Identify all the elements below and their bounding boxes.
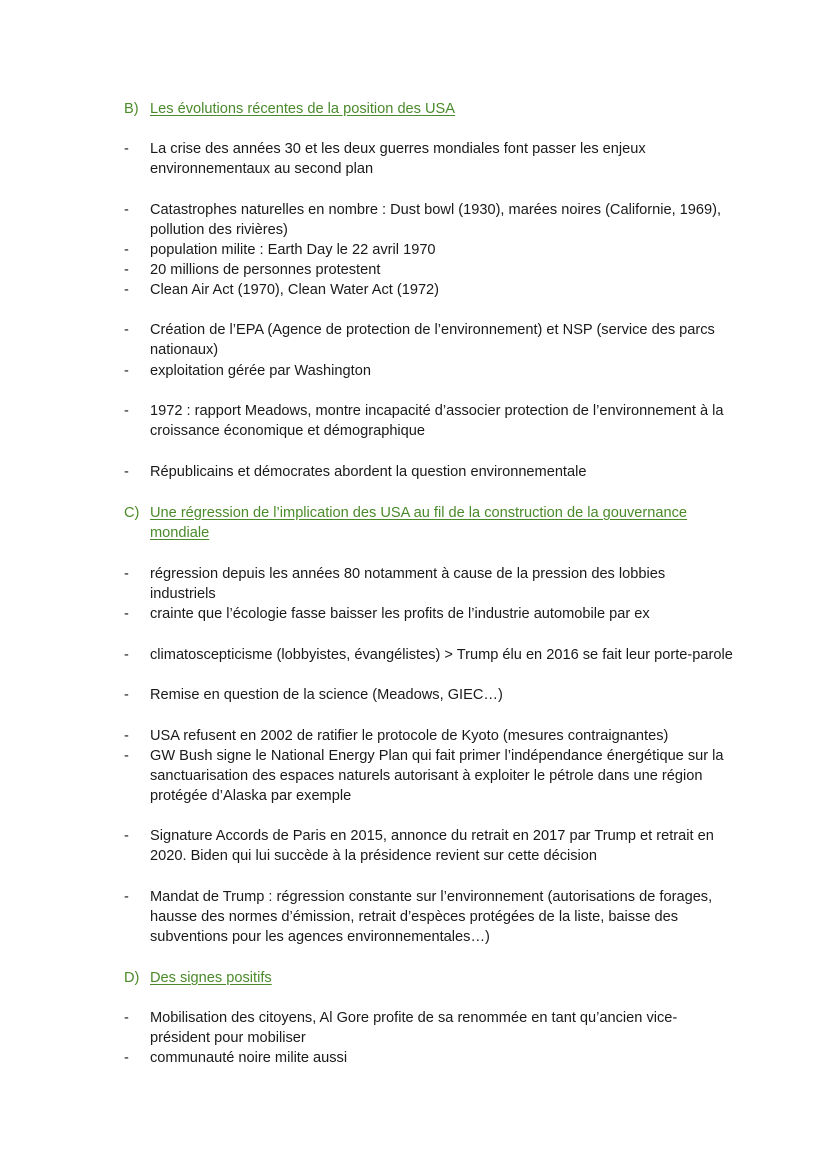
- list-item-text: Mobilisation des citoyens, Al Gore profite de sa renommée en tant qu’ancien vice-président pour mobiliser: [150, 1010, 678, 1046]
- section-letter: D): [124, 970, 140, 986]
- bullet-dash: -: [124, 363, 129, 379]
- section-letter: C): [124, 505, 140, 521]
- section-heading-d: [124, 968, 744, 988]
- list-item: [124, 604, 734, 624]
- list-item-text: Signature Accords de Paris en 2015, annonce du retrait en 2017 par Trump et retrait en 2020. Biden qui lui succède à la présidence revient sur cette décision: [150, 828, 714, 864]
- list-item: [124, 726, 734, 746]
- list-item-text: exploitation gérée par Washington: [150, 363, 371, 379]
- section-heading-b: [124, 99, 744, 119]
- bullet-dash: -: [124, 464, 129, 480]
- list-item-text: climatoscepticisme (lobbyistes, évangélistes) > Trump élu en 2016 se fait leur porte-parole: [150, 647, 733, 663]
- list-item: [124, 746, 734, 806]
- list-item-text: 1972 : rapport Meadows, montre incapacité d’associer protection de l’environnement à la croissance économique et démographique: [150, 403, 724, 439]
- list-item-text: Catastrophes naturelles en nombre : Dust bowl (1930), marées noires (Californie, 1969), pollution des rivières): [150, 202, 722, 238]
- list-item-text: crainte que l’écologie fasse baisser les profits de l’industrie automobile par ex: [150, 606, 650, 622]
- list-item-text: La crise des années 30 et les deux guerres mondiales font passer les enjeux environnementaux au second plan: [150, 141, 646, 177]
- list-item: [124, 685, 734, 705]
- list-item: [124, 240, 734, 260]
- list-item: [124, 826, 734, 866]
- list-item-text: communauté noire milite aussi: [150, 1050, 348, 1066]
- list-item: [124, 1048, 734, 1068]
- section-title[interactable]: Des signes positifs: [150, 970, 272, 986]
- list-item-text: Création de l’EPA (Agence de protection de l’environnement) et NSP (service des parcs nationaux): [150, 322, 715, 358]
- bullet-dash: -: [124, 242, 129, 258]
- list-item-text: USA refusent en 2002 de ratifier le protocole de Kyoto (mesures contraignantes): [150, 728, 669, 744]
- section-letter: B): [124, 101, 139, 117]
- bullet-dash: -: [124, 728, 129, 744]
- list-item: [124, 361, 734, 381]
- section-heading-c: [124, 503, 744, 543]
- list-item: [124, 280, 734, 300]
- list-item-text: Remise en question de la science (Meadows, GIEC…): [150, 687, 503, 703]
- bullet-dash: -: [124, 403, 129, 419]
- bullet-dash: -: [124, 262, 129, 278]
- bullet-dash: -: [124, 889, 129, 905]
- list-item: [124, 200, 734, 240]
- bullet-dash: -: [124, 566, 129, 582]
- list-item: [124, 260, 734, 280]
- list-item-text: Clean Air Act (1970), Clean Water Act (1972): [150, 282, 440, 298]
- bullet-dash: -: [124, 687, 129, 703]
- list-item: [124, 320, 734, 360]
- bullet-dash: -: [124, 322, 129, 338]
- list-item-text: population milite : Earth Day le 22 avril 1970: [150, 242, 436, 258]
- list-item-text: 20 millions de personnes protestent: [150, 262, 381, 278]
- bullet-dash: -: [124, 606, 129, 622]
- section-title[interactable]: Les évolutions récentes de la position des USA: [150, 101, 456, 117]
- list-item-text: GW Bush signe le National Energy Plan qui fait primer l’indépendance énergétique sur la sanctuarisation des espaces naturels autorisant à exploiter le pétrole dans une région protégée d’Alaska par exemple: [150, 748, 724, 804]
- list-item: [124, 462, 734, 482]
- list-item-text: Républicains et démocrates abordent la question environnementale: [150, 464, 587, 480]
- bullet-dash: -: [124, 141, 129, 157]
- list-item: [124, 887, 734, 947]
- list-item: [124, 1008, 734, 1048]
- section-title[interactable]: Une régression de l’implication des USA au fil de la construction de la gouvernance mondiale: [150, 505, 688, 541]
- list-item-text: régression depuis les années 80 notamment à cause de la pression des lobbies industriels: [150, 566, 666, 602]
- bullet-dash: -: [124, 828, 129, 844]
- list-item: [124, 645, 734, 665]
- bullet-dash: -: [124, 282, 129, 298]
- bullet-dash: -: [124, 1050, 129, 1066]
- bullet-dash: -: [124, 202, 129, 218]
- list-item: [124, 139, 734, 179]
- list-item-text: Mandat de Trump : régression constante sur l’environnement (autorisations de forages, hausse des normes d’émission, retrait d’espèces protégées de la liste, baisse des subventions pour les agences environnementales…): [150, 889, 713, 945]
- list-item: [124, 401, 734, 441]
- list-item: [124, 564, 734, 604]
- bullet-dash: -: [124, 647, 129, 663]
- bullet-dash: -: [124, 748, 129, 764]
- bullet-dash: -: [124, 1010, 129, 1026]
